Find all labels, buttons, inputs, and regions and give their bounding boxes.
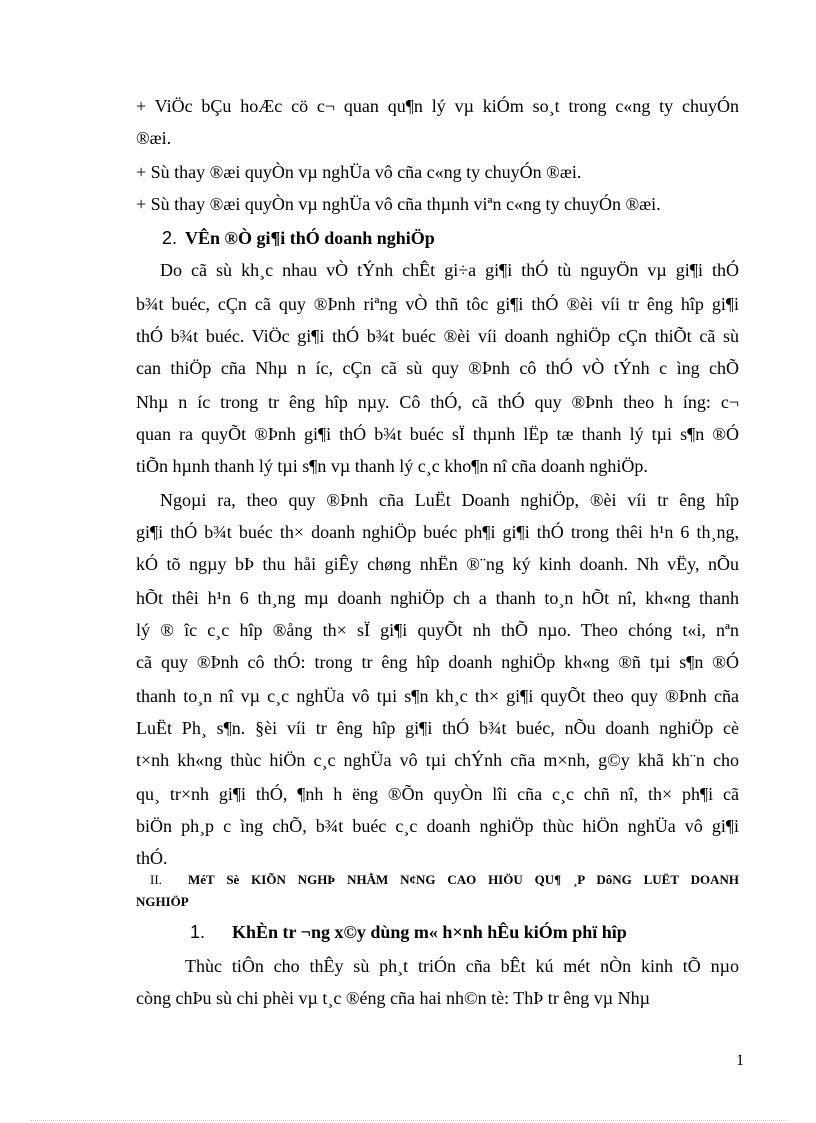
text-line: ®æi.	[136, 128, 172, 148]
paragraph-line: cã quy ®Þnh cô thÓ: trong tr êng hîp doanh nghiÖp kh«ng ®ñ tµi s¶n ®Ó	[136, 652, 739, 672]
paragraph-line: tiÕn hµnh thanh lý tµi s¶n vµ thanh lý c¸c kho¶n nî cña doanh nghiÖp.	[136, 456, 648, 476]
paragraph-line: Nhµ n íc trong tr êng hîp nµy. Cô thÓ, cã thÓ quy ®Þnh theo h íng: c¬	[136, 392, 739, 412]
section-number: 1.	[190, 922, 206, 942]
paragraph-line: t×nh kh«ng thùc hiÖn c¸c nghÜa vô tµi chÝnh cña m×nh, g©y khã kh¨n cho	[136, 750, 739, 770]
paragraph-line: Thùc tiÔn cho thÊy sù ph¸t triÓn cña bÊt kú mét nÒn kinh tÕ nµo	[185, 956, 739, 976]
paragraph-line: qu¸ tr×nh gi¶i thÓ, ¶nh h ëng ®Õn quyÒn lîi cña c¸c chñ nî, th× ph¶i cã	[136, 784, 739, 804]
section-title: KhÈn tr ¬ng x©y dùng m« h×nh hÊu kiÓm phï hîp	[232, 922, 627, 942]
text-line: + Sù thay ®æi quyÒn vµ nghÜa vô cña c«ng ty chuyÓn ®æi.	[136, 162, 582, 182]
section-title-line1: MéT Sè KIÕN NGHÞ NHẰM N¢NG CAO HIÖU QU¶ ¸P DôNG LUËT DOANH	[188, 872, 739, 887]
paragraph-line: lý ® îc c¸c hîp ®ång th× sÏ gi¶i quyÕt nh thÕ nµo. Theo chóng t«i, nªn	[136, 620, 739, 640]
paragraph-line: can thiÖp cña Nhµ n íc, cÇn cã sù quy ®Þnh cô thÓ vÒ tÝnh c ìng chÕ	[136, 358, 739, 378]
paragraph-line: thÓ.	[136, 848, 168, 868]
page-number: 1	[736, 1052, 744, 1069]
section-number: II.	[150, 872, 162, 887]
paragraph-line: b¾t buéc, cÇn cã quy ®Þnh riªng vÒ thñ tôc gi¶i thÓ ®èi víi tr êng hîp gi¶i	[136, 294, 739, 314]
section-number: 2.	[162, 228, 178, 248]
paragraph-line: kÓ tõ ngµy bÞ thu håi giÊy chøng nhËn ®¨ng ký kinh doanh. Nh vËy, nÕu	[136, 554, 739, 574]
paragraph-line: Do cã sù kh¸c nhau vÒ tÝnh chÊt gi÷a gi¶i thÓ tù nguyÖn vµ gi¶i thÓ	[160, 260, 739, 280]
paragraph-line: hÕt thêi h¹n 6 th¸ng mµ doanh nghiÖp ch a thanh to¸n hÕt nî, kh«ng thanh	[136, 588, 739, 608]
section-title-line2: NGHIÖP	[136, 894, 189, 909]
section-heading-roman	[136, 868, 739, 892]
paragraph-line: còng chÞu sù chi phèi vµ t¸c ®éng cña hai nh©n tè: ThÞ tr êng vµ Nhµ	[136, 988, 651, 1008]
section-heading-2	[162, 226, 765, 250]
paragraph-line: biÖn ph¸p c ìng chÕ, b¾t buéc c¸c doanh nghiÖp thùc hiÖn nghÜa vô gi¶i	[136, 816, 739, 836]
paragraph-line: LuËt Ph¸ s¶n. §èi víi tr êng hîp gi¶i thÓ b¾t buéc, nÕu doanh nghiÖp cè	[136, 718, 739, 738]
paragraph-line: Ngoµi ra, theo quy ®Þnh cña LuËt Doanh nghiÖp, ®èi víi tr êng hîp	[160, 490, 739, 510]
paragraph-line: thÓ b¾t buéc. ViÖc gi¶i thÓ b¾t buéc ®èi víi doanh nghiÖp cÇn thiÕt cã sù	[136, 326, 739, 346]
paragraph-line: quan ra quyÕt ®Þnh gi¶i thÓ b¾t buéc sÏ thµnh lËp tæ thanh lý tµi s¶n ®Ó	[136, 424, 739, 444]
text-line: + ViÖc bÇu hoÆc cö c¬ quan qu¶n lý vµ kiÓm so¸t trong c«ng ty chuyÓn	[136, 96, 739, 116]
page-bottom-divider	[30, 1120, 786, 1121]
section-heading-1	[190, 920, 793, 944]
paragraph-line: gi¶i thÓ b¾t buéc th× doanh nghiÖp buéc ph¶i gi¶i thÓ trong thêi h¹n 6 th¸ng,	[136, 522, 739, 542]
paragraph-line: thanh to¸n nî vµ c¸c nghÜa vô tµi s¶n kh¸c th× gi¶i quyÕt theo quy ®Þnh cña	[136, 686, 739, 706]
text-line: + Sù thay ®æi quyÒn vµ nghÜa vô cña thµnh viªn c«ng ty chuyÓn ®æi.	[136, 194, 661, 214]
section-title: VÊn ®Ò gi¶i thÓ doanh nghiÖp	[185, 228, 435, 248]
